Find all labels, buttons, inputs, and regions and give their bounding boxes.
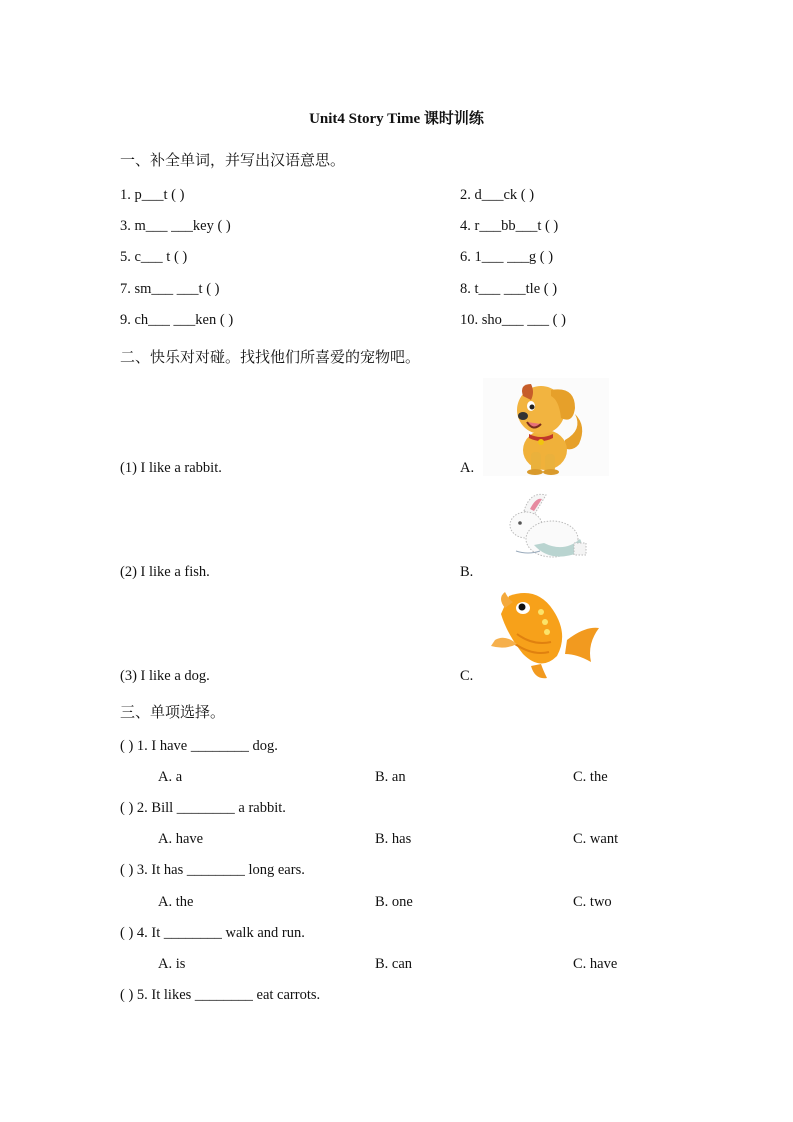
question-4-option-b: B. can <box>375 956 413 972</box>
question-2-option-b: B. has <box>375 831 412 847</box>
question-4-stem: ( ) 4. It ________ walk and run. <box>120 925 305 941</box>
question-2-option-c: C. want <box>573 831 619 847</box>
word-item-6: 6. 1___ ___g ( ) <box>460 249 554 265</box>
option-label-c: C. <box>460 668 474 684</box>
word-item-8: 8. t___ ___tle ( ) <box>460 281 558 297</box>
match-sentence-3: (3) I like a dog. <box>120 668 210 684</box>
match-sentence-1: (1) I like a rabbit. <box>120 460 222 476</box>
question-3-option-c: C. two <box>573 894 612 910</box>
question-5-stem: ( ) 5. It likes ________ eat carrots. <box>120 987 321 1003</box>
question-1-option-b: B. an <box>375 769 406 785</box>
question-3-stem: ( ) 3. It has ________ long ears. <box>120 862 305 878</box>
question-2-option-a: A. have <box>158 831 204 847</box>
question-3-option-a: A. the <box>158 894 194 910</box>
page-title: Unit4 Story Time 课时训练 <box>309 111 484 127</box>
goldfish-picture <box>487 588 603 682</box>
question-2-stem: ( ) 2. Bill ________ a rabbit. <box>120 800 286 816</box>
word-item-1: 1. p___t ( ) <box>120 187 185 203</box>
option-label-a: A. <box>460 460 475 476</box>
section3-heading: 三、单项选择。 <box>120 703 226 721</box>
question-1-stem: ( ) 1. I have ________ dog. <box>120 738 278 754</box>
word-item-7: 7. sm___ ___t ( ) <box>120 281 220 297</box>
match-sentence-2: (2) I like a fish. <box>120 564 210 580</box>
section1-heading: 一、补全单词，并写出汉语意思。 <box>120 151 346 169</box>
word-item-2: 2. d___ck ( ) <box>460 187 535 203</box>
word-item-9: 9. ch___ ___ken ( ) <box>120 312 234 328</box>
question-1-option-c: C. the <box>573 769 608 785</box>
word-item-4: 4. r___bb___t ( ) <box>460 218 559 234</box>
section2-heading: 二、快乐对对碰。找找他们所喜爱的宠物吧。 <box>120 348 421 366</box>
rabbit-picture <box>500 491 590 569</box>
dog-picture <box>483 378 609 476</box>
word-item-3: 3. m___ ___key ( ) <box>120 218 231 234</box>
word-item-5: 5. c___ t ( ) <box>120 249 188 265</box>
question-4-option-a: A. is <box>158 956 186 972</box>
option-label-b: B. <box>460 564 474 580</box>
word-item-10: 10. sho___ ___ ( ) <box>460 312 566 328</box>
question-1-option-a: A. a <box>158 769 183 785</box>
question-3-option-b: B. one <box>375 894 413 910</box>
question-4-option-c: C. have <box>573 956 618 972</box>
